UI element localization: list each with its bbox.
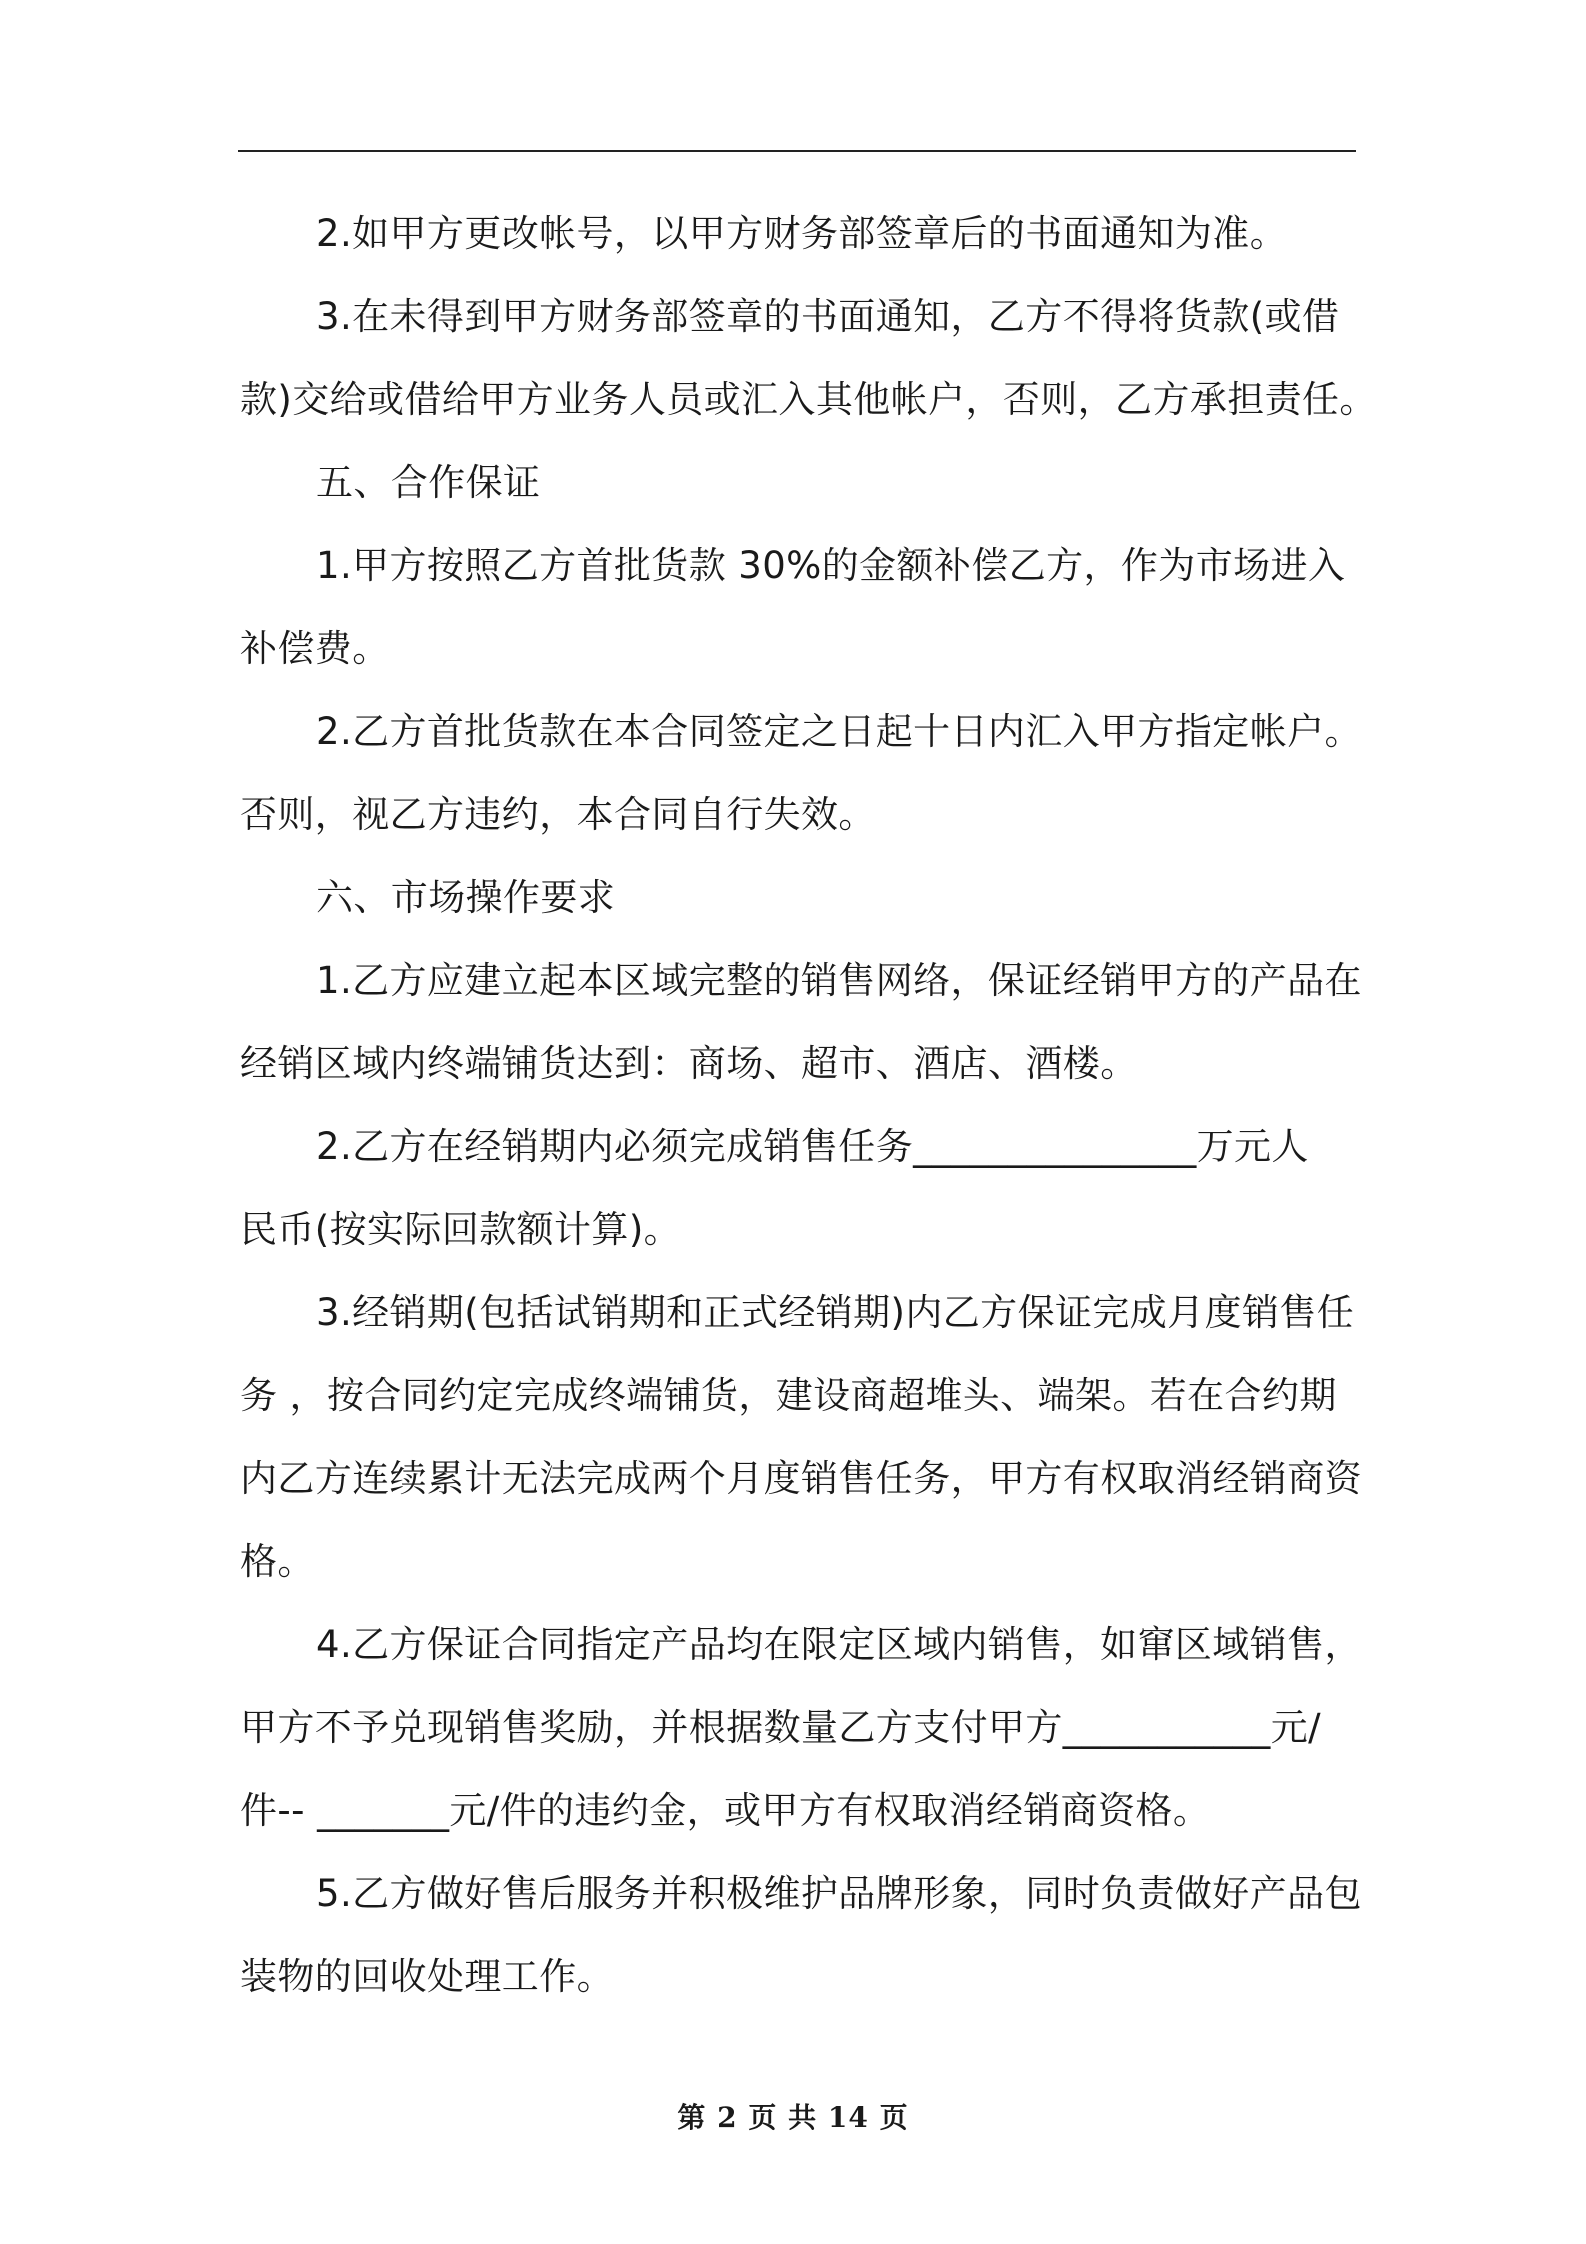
text-line: 2.乙方首批货款在本合同签定之日起十日内汇入甲方指定帐户。 <box>316 710 1362 753</box>
text-line: 件-- _______元/件的违约金，或甲方有权取消经销商资格。 <box>240 1789 1211 1832</box>
text-line: 甲方不予兑现销售奖励，并根据数量乙方支付甲方___________元/ <box>240 1706 1321 1749</box>
section-heading: 五、合作保证 <box>316 461 541 504</box>
text-line: 经销区域内终端铺货达到：商场、超市、酒店、酒楼。 <box>240 1042 1138 1085</box>
document-body <box>240 192 1377 2018</box>
text-line: 装物的回收处理工作。 <box>240 1955 614 1998</box>
text-line: 款)交给或借给甲方业务人员或汇入其他帐户，否则，乙方承担责任。 <box>240 378 1377 421</box>
text-line: 5.乙方做好售后服务并积极维护品牌形象，同时负责做好产品包 <box>316 1872 1362 1915</box>
text-line: 4.乙方保证合同指定产品均在限定区域内销售，如窜区域销售， <box>316 1623 1362 1666</box>
text-line: 否则，视乙方违约，本合同自行失效。 <box>240 793 876 836</box>
text-line: 补偿费。 <box>240 627 390 670</box>
text-line: 3.在未得到甲方财务部签章的书面通知，乙方不得将货款(或借 <box>316 295 1340 338</box>
text-line: 民币(按实际回款额计算)。 <box>240 1208 682 1251</box>
page-number-footer: 第 2 页 共 14 页 <box>677 2101 909 2134</box>
text-line: 格。 <box>240 1540 315 1583</box>
header-rule <box>238 150 1356 152</box>
section-heading: 六、市场操作要求 <box>316 876 616 919</box>
text-line: 2.如甲方更改帐号，以甲方财务部签章后的书面通知为准。 <box>316 212 1288 255</box>
text-line: 务 ，按合同约定完成终端铺货，建设商超堆头、端架。若在合约期 <box>240 1374 1337 1417</box>
text-line: 内乙方连续累计无法完成两个月度销售任务，甲方有权取消经销商资 <box>240 1457 1362 1500</box>
text-line: 1.乙方应建立起本区域完整的销售网络，保证经销甲方的产品在 <box>316 959 1362 1002</box>
text-line: 2.乙方在经销期内必须完成销售任务_______________万元人 <box>316 1125 1309 1168</box>
text-line: 1.甲方按照乙方首批货款 30%的金额补偿乙方，作为市场进入 <box>316 544 1346 587</box>
text-line: 3.经销期(包括试销期和正式经销期)内乙方保证完成月度销售任 <box>316 1291 1355 1334</box>
